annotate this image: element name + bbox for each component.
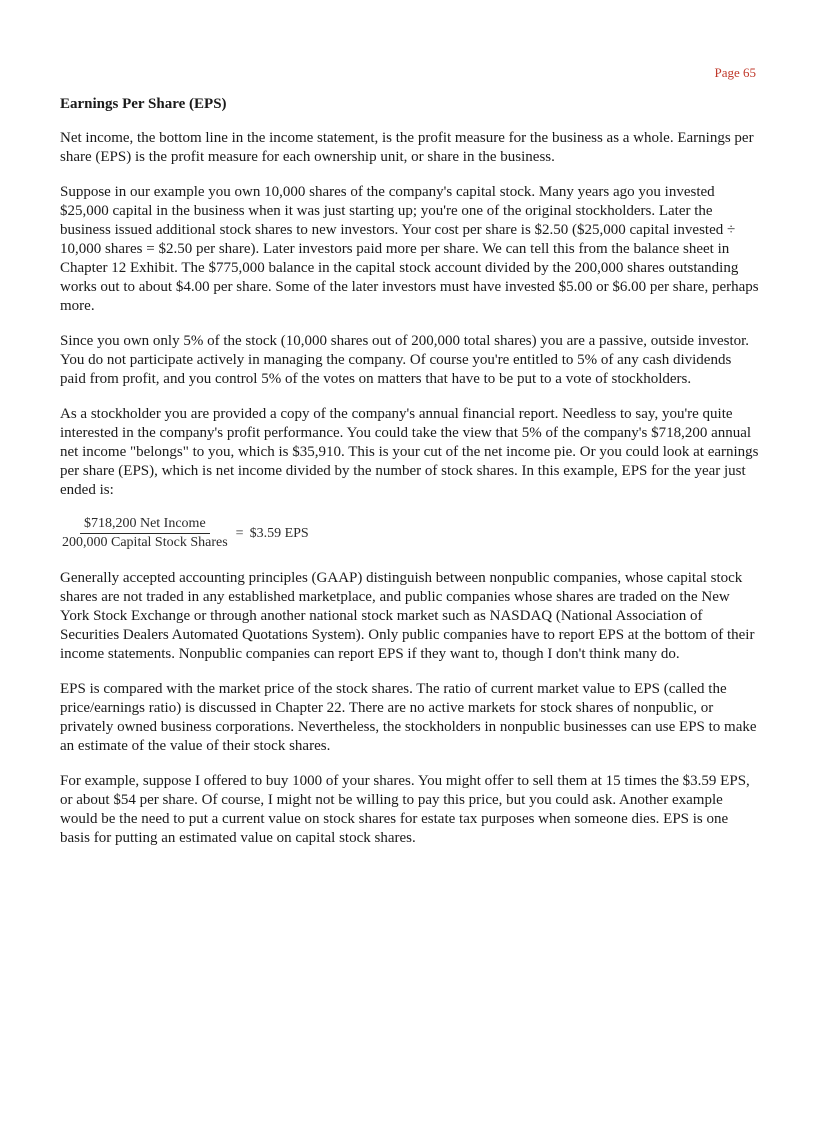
paragraph-2: Suppose in our example you own 10,000 shares of the company's capital stock. Many years ago you invested $25,000 capital in the business when it was just starting up; you're one of the original stockholders. Later the business issued additional stock shares to new investors. Your cost per share is $2.50 ($25,000 capital invested ÷ 10,000 shares = $2.50 per share). Later investors paid more per share. We can tell this from the balance sheet in Chapter 12 Exhibit. The $775,000 balance in the capital stock account divided by the 200,000 shares outstanding works out to about $4.00 per share. Some of the later investors must have invested $5.00 or $6.00 per share, perhaps more.	[60, 184, 759, 314]
paragraph-3: Since you own only 5% of the stock (10,000 shares out of 200,000 total shares) you are a passive, outside investor. You do not participate actively in managing the company. Of course you're entitled to 5% of any cash dividends paid from profit, and you control 5% of the votes on matters that have to be put to a vote of stockholders.	[60, 333, 750, 387]
formula-equals-sign: =	[235, 525, 244, 541]
page-number: Page 65	[714, 65, 756, 80]
formula-denominator: 200,000 Capital Stock Shares	[62, 535, 228, 550]
section-heading: Earnings Per Share (EPS)	[60, 96, 227, 112]
formula-numerator: $718,200 Net Income	[80, 516, 210, 534]
paragraph-7: For example, suppose I offered to buy 1000 of your shares. You might offer to sell them at 15 times the $3.59 EPS, or about $54 per share. Of course, I might not be willing to pay this price, but you could ask. Another example would be the need to put a current value on stock shares for estate tax purposes when someone dies. EPS is one basis for putting an estimated value on capital stock shares.	[60, 773, 750, 846]
formula-result: $3.59 EPS	[249, 525, 309, 541]
paragraph-6: EPS is compared with the market price of the stock shares. The ratio of current market value to EPS (called the price/earnings ratio) is discussed in Chapter 22. There are no active markets for stock shares of nonpublic, or privately owned business corporations. Nevertheless, the stockholders in nonpublic businesses can use EPS to make an estimate of the value of their stock shares.	[60, 681, 757, 754]
paragraph-4: As a stockholder you are provided a copy of the company's annual financial report. Needless to say, you're quite interested in the company's profit performance. You could take the view that 5% of the company's $718,200 annual net income "belongs" to you, which is $35,910. This is your cut of the net income pie. Or you could look at earnings per share (EPS), which is net income divided by the number of stock shares. In this example, EPS for the year just ended is:	[60, 406, 759, 498]
paragraph-1: Net income, the bottom line in the income statement, is the profit measure for the business as a whole. Earnings per share (EPS) is the profit measure for each ownership unit, or share in the business.	[60, 130, 754, 165]
eps-fraction	[60, 516, 230, 551]
page-content	[60, 96, 760, 864]
paragraph-5: Generally accepted accounting principles (GAAP) distinguish between nonpublic companies, whose capital stock shares are not traded in any established marketplace, and public companies whose shares are traded on the New York Stock Exchange or through another national stock market such as NASDAQ (National Association of Securities Dealers Automated Quotations System). Only public companies have to report EPS at the bottom of their income statements. Nonpublic companies can report EPS if they want to, though I don't think many do.	[60, 570, 755, 662]
eps-formula	[60, 516, 760, 551]
